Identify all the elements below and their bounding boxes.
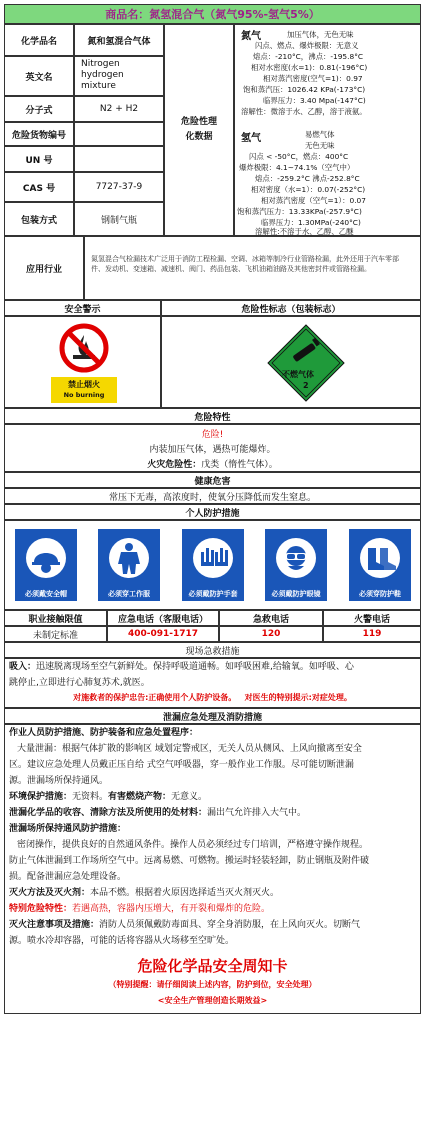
- leak-line: 密闭操作，提供良好的自然通风条件。操作人员必须经过专门培训，严格遵守操作规程。: [17, 840, 369, 850]
- rescuer-note-row: [5, 692, 420, 703]
- special-hazard-value: 若遇高热，容器内压增大，有开裂和爆炸的危险。: [72, 904, 271, 914]
- leak-line: 作业人员防护措施、防护装备和应急处置程序：: [9, 728, 199, 738]
- no-smoking-en: No burning: [63, 391, 105, 399]
- leak-cell: [4, 724, 421, 1014]
- emergency-phone-header: 应急电话（客服电话）: [107, 610, 219, 626]
- special-hazard-line: [9, 901, 416, 917]
- exposure-limit-header: 职业接触限值: [4, 610, 107, 626]
- chem-name-label: 化学品名: [4, 24, 74, 56]
- leak-title: 泄漏应急处理及消防措施: [4, 708, 421, 724]
- ppe-caption: 必须戴防护眼镜: [265, 587, 327, 601]
- h2-line: 易燃气体: [305, 130, 335, 139]
- formula-label: 分子式: [4, 96, 74, 122]
- env-label: 环境保护措施：: [9, 792, 73, 802]
- phys-data-label: 危险性理化数据: [164, 24, 234, 236]
- h2-line: 饱和蒸汽压力：13.33KPa(-257.9°C): [237, 207, 362, 216]
- leak-line: 防止气体泄漏到工作场所空气中。远离易燃、可燃物。搬运时轻装轻卸，防止钢瓶及附件破: [9, 856, 370, 866]
- product-title: 商品名：氮氢混合气（氮气95%-氢气5%）: [105, 8, 320, 21]
- ppe-caption: 必须戴安全帽: [15, 587, 77, 601]
- n2-line: 临界压力：3.40 Mpa(-147°C): [263, 96, 366, 105]
- ppe-caption: 必须穿防护鞋: [349, 587, 411, 601]
- inhalation-label: 吸入：: [9, 662, 37, 672]
- firefight-value: 消防人员须佩戴防毒面具、穿全身消防服，在上风向灭火。切断气: [99, 920, 361, 930]
- hazard-label-cell: [161, 316, 421, 408]
- leak-line: 源。泄漏场所保持通风。: [9, 776, 109, 786]
- chem-name-value: 氮和氢混合气体: [74, 24, 164, 56]
- phys-data-cell: [234, 24, 421, 236]
- en-name-label: 英文名: [4, 56, 74, 96]
- h2-title: 氢气: [241, 133, 261, 144]
- combustion-value: 无意义。: [171, 792, 208, 802]
- first-aid-phone-value: 120: [219, 626, 323, 642]
- emergency-phone-value: 400-091-1717: [107, 626, 219, 642]
- env-value: 无资料。: [72, 792, 109, 802]
- first-aid-cell: [4, 658, 421, 708]
- no-smoking-sign: [51, 377, 117, 403]
- helmet-icon: [15, 529, 77, 587]
- extinguish-label: 灭火方法及灭火剂：: [9, 888, 91, 898]
- en-name-value: Nitrogen hydrogen mixture: [74, 56, 164, 96]
- special-hazard-label: 特别危险特性：: [9, 904, 73, 914]
- exposure-limit-value: 未制定标准: [4, 626, 107, 642]
- n2-line: 相对蒸汽密度(空气=1)：0.97: [263, 74, 363, 83]
- dg-number-label: 危险货物编号: [4, 122, 74, 146]
- ppe-cell: [4, 520, 421, 610]
- leak-line: 泄漏场所保持通风防护措施：: [9, 824, 127, 834]
- leak-line: 大量泄漏：根据气体扩散的影响区 域划定警戒区，无关人员从侧风、上风向撤离至安全: [17, 744, 362, 754]
- h2-line: 无色无味: [305, 141, 335, 150]
- work-suit-icon: [98, 529, 160, 587]
- first-aid-phone-header: 急救电话: [219, 610, 323, 626]
- containment-line: [9, 805, 416, 821]
- fire-hazard-value: 戊类（惰性气体）。: [201, 460, 278, 470]
- h2-line: 临界压力：1.30MPa(-240°C): [261, 218, 361, 227]
- nonflammable-gas-diamond: [266, 323, 346, 403]
- n2-line: 熔点：-210°C，沸点：-195.8°C: [253, 52, 364, 61]
- hazard-cell: [4, 424, 421, 472]
- footer-tip: （特别提醒：请仔细阅读上述内容，防护到位，安全处理）: [108, 980, 317, 989]
- h2-line: 熔点：-259.2°C 沸点-252.8°C: [255, 174, 360, 183]
- first-aid-title: 现场急救措施: [4, 642, 421, 658]
- doctor-note: 对医生的特别提示:对症处理。: [244, 693, 352, 702]
- n2-line: 饱和蒸汽压：1026.42 KPa(-173°C): [243, 85, 366, 94]
- un-value: [74, 146, 164, 172]
- combustion-label: 有害燃烧产物：: [108, 792, 172, 802]
- safety-warning-title: 安全警示: [4, 300, 161, 316]
- inhalation-line-2: 跳停止,立即进行心肺复苏术,就医。: [9, 678, 150, 688]
- un-label: UN 号: [4, 146, 74, 172]
- no-smoking-icon: [59, 323, 109, 373]
- containment-label: 泄漏化学品的收容、清除方法及所使用的处材料：: [9, 808, 208, 818]
- health-text: 常压下无毒，高浓度时，使氧分压降低而发生窒息。: [4, 488, 421, 504]
- n2-title: 氮气: [241, 31, 261, 42]
- fire-hazard-label: 火灾危险性：: [147, 460, 202, 470]
- rescuer-note: 对施救者的保护忠告:正确使用个人防护设备。: [73, 693, 237, 702]
- hazard-desc: 内装加压气体，遇热可能爆炸。: [149, 445, 276, 455]
- goggles-icon: [265, 529, 327, 587]
- fire-phone-value: 119: [323, 626, 421, 642]
- leak-line: 损。配备泄漏应急处理设备。: [9, 872, 127, 882]
- leak-line: 区。建议应急处理人员戴正压自给 式空气呼吸器，穿一般作业工作服。尽可能切断泄漏: [9, 760, 354, 770]
- use-label: 应用行业: [4, 236, 84, 300]
- n2-line: 加压气体，无色无味: [287, 30, 354, 39]
- no-smoking-cn: 禁止烟火: [68, 380, 100, 389]
- hazard-title: 危险特性: [4, 408, 421, 424]
- fire-phone-header: 火警电话: [323, 610, 421, 626]
- dg-number-value: [74, 122, 164, 146]
- inhalation-line: [9, 659, 416, 675]
- product-header: [4, 4, 421, 24]
- cas-value: 7727-37-9: [74, 172, 164, 202]
- n2-line: 闪点、燃点、爆炸极限：无意义: [255, 41, 359, 50]
- h2-line: 爆炸极限：4.1~74.1%（空气中）: [239, 163, 355, 172]
- use-text: 氮氢混合气检漏技术广泛用于消防工程检漏、空调、冰箱等制冷行业管路检漏，此外还用于汽车零部件、发动机、变速箱、减速机、阀门、药品包装、飞机油箱油路及其他密封件或管路检漏。: [84, 236, 421, 300]
- pack-value: 钢制气瓶: [74, 202, 164, 236]
- card-title: 危险化学品安全周知卡: [137, 957, 288, 975]
- firefight-line: [9, 917, 416, 933]
- h2-line: 相对密度（水=1）：0.07(-252°C): [251, 185, 366, 194]
- inhalation-text: 迅速脱离现场至空气新鲜处。保持呼吸道通畅。如呼吸困难,给输氧。如呼吸、心: [36, 662, 354, 672]
- n2-line: 溶解性：微溶于水、乙醇，溶于液氨。: [241, 107, 367, 116]
- gloves-icon: [182, 529, 244, 587]
- firefight-label: 灭火注意事项及措施：: [9, 920, 100, 930]
- danger-word: 危险!: [201, 430, 224, 440]
- h2-line: 相对蒸汽密度（空气=1）：0.07: [261, 196, 366, 205]
- extinguish-value: 本品不燃。根据着火原因选择适当灭火剂灭火。: [90, 888, 280, 898]
- env-line: [9, 789, 416, 805]
- leak-line: 源。喷水冷却容器，可能的话将容器从火场移至空旷处。: [9, 936, 235, 946]
- diamond-text: 不燃气体: [282, 370, 314, 379]
- h2-line: 闪点 < -50°C，燃点：400°C: [249, 152, 349, 161]
- diamond-number: 2: [303, 381, 309, 390]
- containment-value: 漏出气允许排入大气中。: [207, 808, 307, 818]
- h2-line: 溶解性:不溶于水、乙醇、乙醚: [255, 227, 354, 236]
- extinguish-line: [9, 885, 416, 901]
- footer-motto: <安全生产管理创造长期效益>: [157, 996, 268, 1005]
- n2-line: 相对水密度(水=1)：0.81(-196°C): [251, 63, 368, 72]
- safety-warning-cell: [4, 316, 161, 408]
- cas-label: CAS 号: [4, 172, 74, 202]
- safety-boots-icon: [349, 529, 411, 587]
- formula-value: N2 + H2: [74, 96, 164, 122]
- hazard-label-title: 危险性标志（包装标志）: [161, 300, 421, 316]
- pack-label: 包装方式: [4, 202, 74, 236]
- health-title: 健康危害: [4, 472, 421, 488]
- fire-hazard-row: [5, 457, 420, 470]
- ppe-title: 个人防护措施: [4, 504, 421, 520]
- ppe-caption: 必须戴防护手套: [182, 587, 244, 601]
- ppe-caption: 必须穿工作服: [98, 587, 160, 601]
